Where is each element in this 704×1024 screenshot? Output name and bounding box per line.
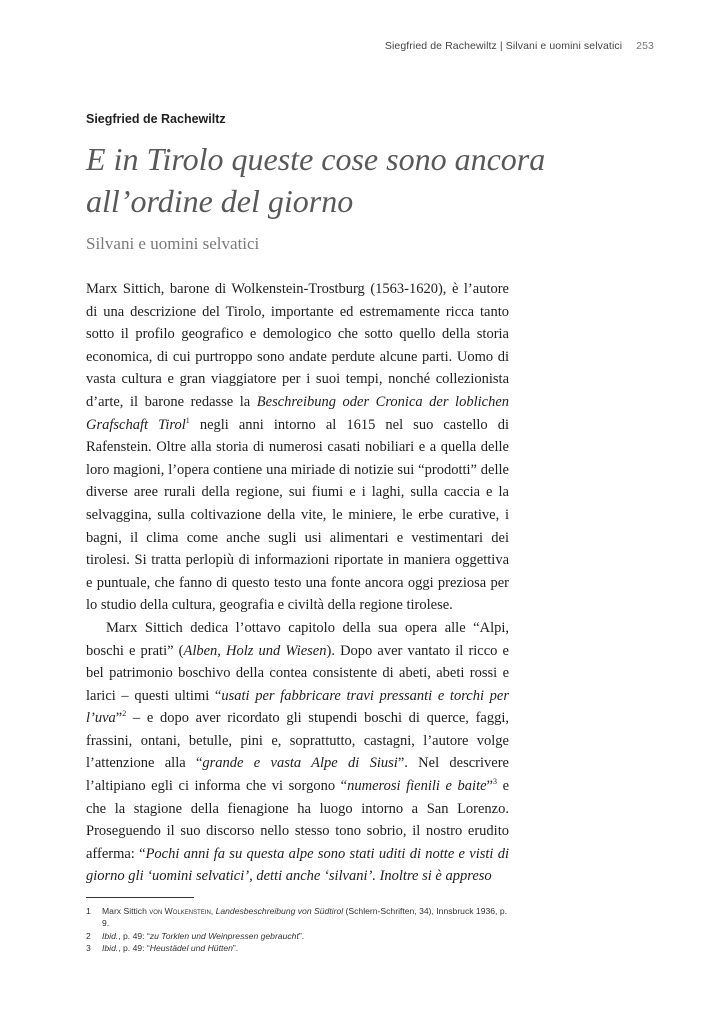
article-author: Siegfried de Rachewiltz [86, 112, 226, 126]
footnote [86, 905, 510, 930]
paragraph-2-text-f: ” [486, 778, 493, 795]
article-subtitle: Silvani e uomini selvatici [86, 234, 260, 253]
running-header [385, 40, 654, 52]
footnote [86, 930, 510, 942]
footnote-text-part: ”. [298, 930, 305, 941]
paragraph-2-text-b: ). Dopo aver vantato il ricco e bel patrimonio boschivo della contea consistente di abeti, abeti rossi e larici – questi ultimi “ [86, 642, 509, 704]
footnote-text-part: (Schlern-Schriften, 34), Innsbruck 1936, p. 9. [102, 906, 507, 929]
paragraph-2-text-g: e che la stagione della fienagione ha luogo intorno a San Lorenzo. Proseguendo il suo discorso nello stesso tono sobrio, il nostro erudito afferma: “ [86, 778, 510, 862]
paragraph-2-text-c: ” [115, 710, 123, 727]
paragraph-2 [86, 617, 509, 888]
paragraph-1 [86, 278, 509, 617]
footnote-italic: Heustädel und Hütten [149, 942, 233, 953]
paragraph-2-italic-d: numerosi fienili e baite [347, 778, 487, 795]
footnote-text-part: Marx Sittich [102, 906, 150, 916]
footnote-ref-2[interactable]: 2 [122, 709, 127, 719]
footnote-italic: zu Torklen und Weinpressen gebraucht [149, 930, 299, 941]
paragraph-1-text-cont: negli anni intorno al 1615 nel suo castello di Rafenstein. Oltre alla storia di numerosi casati nobiliari e a quella delle loro magioni, l’opera contiene una miriade di notizie sui “prodotti” delle diverse aree rurali della regione, sui fiumi e i laghi, sulla caccia e la selvaggina, sulla coltivazione della vite, le miniere, le erbe curative, i bagni, il clima come anche sugli usi alimentari e vestimentari dei tirolesi. Si tratta perlopiù di informazioni riportate in maniera oggettiva e puntuale, che fanno di questo testo una fonte ancora oggi preziosa per lo studio della cultura, geografia e civiltà della regione tirolese. [86, 416, 509, 614]
footnote-divider [86, 897, 194, 898]
paragraph-1-text: Marx Sittich, barone di Wolkenstein-Trostburg (1563-1620), è l’autore di una descrizione del Tirolo, importante ed estremamente ricca tanto sotto il profilo geografico e demologico che sotto quello della storia economica, di cui purtroppo sono andate perdute alcune parti. Uomo di vasta cultura e gran viaggiatore per i suoi tempi, nonché collezionista d’arte, il barone redasse la [86, 281, 509, 410]
footnote-italic: Landesbeschreibung von Südtirol [215, 906, 344, 916]
paragraph-2-italic-a: Alben, Holz und Wiesen [183, 642, 327, 659]
footnote-text-part: , p. 49: “ [118, 930, 150, 941]
footnote [86, 942, 510, 954]
footnote-text [102, 905, 510, 930]
paragraph-2-italic-e: Pochi anni fa su questa alpe sono stati uditi di notte e visti di giorno gli ‘uomini selvatici’, detti anche ‘silvani’. Inoltre si è appreso [86, 845, 509, 885]
footnote-italic: Ibid. [102, 930, 119, 941]
paragraph-2-text-e: ”. Nel descrivere l’altipiano egli ci informa che vi sorgono “ [86, 755, 509, 795]
paragraph-2-italic-c: grande e vasta Alpe di Siusi [202, 755, 398, 772]
footnote-text [102, 930, 510, 942]
footnote-text-part: ”. [232, 942, 239, 953]
paragraph-2-text-d: – e dopo aver ricordato gli stupendi boschi di querce, faggi, frassini, ontani, betulle, pini e, soprattutto, castagni, l’autore volge l’attenzione alla “ [86, 710, 509, 772]
footnote-italic: Ibid. [102, 942, 119, 953]
footnote-text-part: , p. 49: “ [118, 942, 150, 953]
footnote-text [102, 942, 510, 954]
paragraph-1-italic-title: Beschreibung oder Cronica der loblichen Grafschaft Tirol [86, 393, 510, 433]
paragraph-2-italic-b: usati per fabbricare travi pressanti e torchi per l’uva [86, 687, 509, 727]
body-text [86, 278, 509, 888]
footnote-text-part: , [210, 906, 216, 916]
footnote-ref-1[interactable]: 1 [185, 415, 190, 425]
footnote-number: 2 [86, 930, 91, 941]
footnote-smallcaps: von Wolkenstein [149, 906, 211, 916]
page-number: 253 [636, 40, 654, 52]
footnote-number: 3 [86, 942, 91, 953]
footnote-number: 1 [86, 906, 91, 916]
running-title: Siegfried de Rachewiltz | Silvani e uomini selvatici [384, 40, 623, 52]
footnotes [86, 905, 510, 954]
paragraph-2-text-a: Marx Sittich dedica l’ottavo capitolo della sua opera alle “Alpi, boschi e prati” ( [86, 619, 509, 659]
footnote-ref-3[interactable]: 3 [492, 777, 497, 787]
article-title: E in Tirolo queste cose sono ancora all’ordine del giorno [86, 141, 546, 219]
